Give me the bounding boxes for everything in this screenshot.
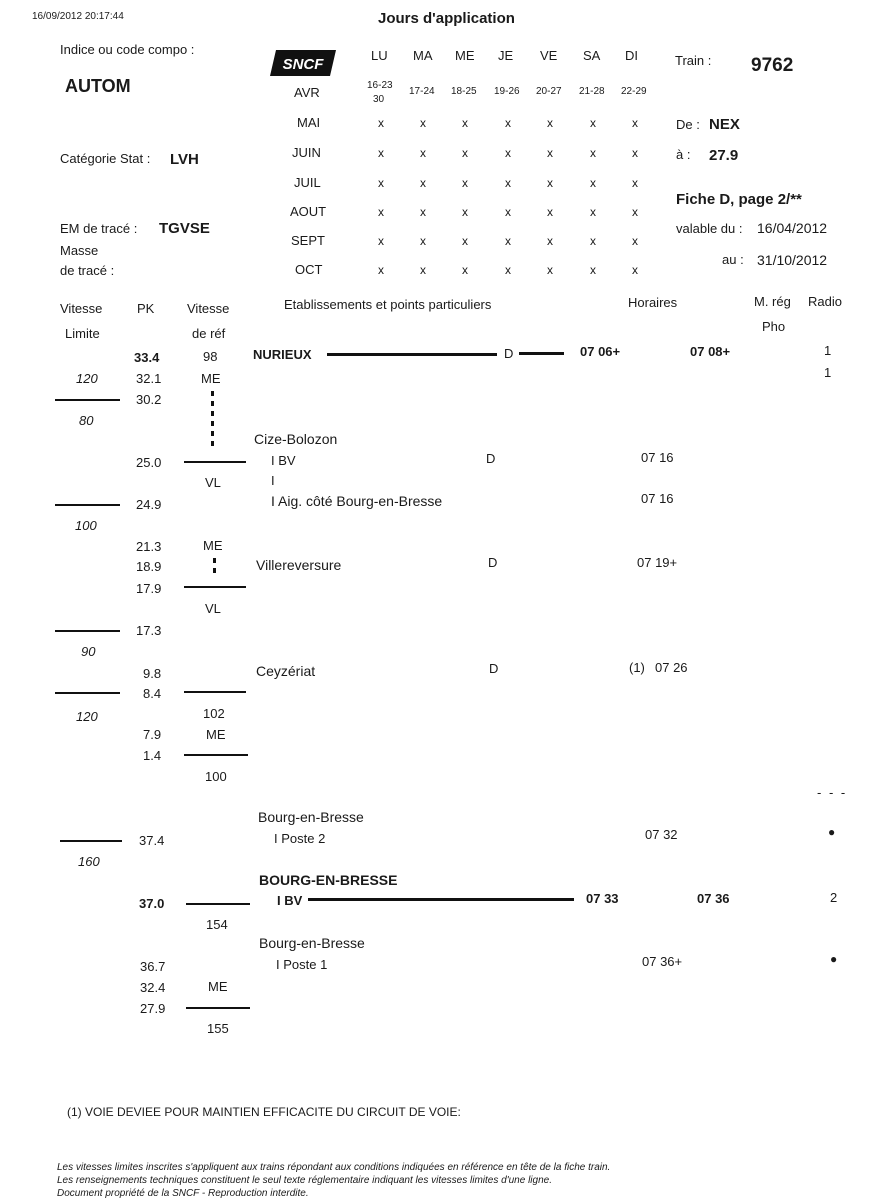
ref-change-line [184,691,246,693]
time-cize-aig: 07 16 [641,491,674,506]
time-bourg-arr: 07 33 [586,891,619,906]
speed-change-line [55,630,120,632]
a-label: à : [676,147,691,162]
calendar-mark: x [632,146,638,160]
calendar-mark: x [462,116,468,130]
pk-value: 7.9 [143,727,162,742]
categorie-label: Catégorie Stat : [60,151,151,166]
train-value: 9762 [751,55,794,76]
day-header: VE [540,48,558,63]
time-ceyzeriat: 07 26 [655,660,688,675]
calendar-mark: x [632,205,638,219]
calendar-mark: x [505,176,511,190]
speed-change-line [60,840,122,842]
col-radio: Radio [808,294,842,309]
speed-limit: 120 [76,371,98,386]
pk-value: 21.3 [136,539,162,554]
a-value: 27.9 [709,147,739,164]
avr-day-range: 20-27 [536,86,562,97]
ref-speed: VL [205,601,221,616]
pk-value: 25.0 [136,455,162,470]
calendar-mark: x [378,146,384,160]
footer-line: Les vitesses limites inscrites s'appliquent aux trains répondant aux conditions indiquées en référence en tête de la fiche train. [57,1162,611,1173]
calendar-mark: x [590,234,596,248]
calendar-mark: x [590,205,596,219]
calendar-mark: x [462,205,468,219]
avr-day-range: 18-25 [451,86,477,97]
ref-dotted-line [211,391,214,396]
pk-value: 37.0 [139,896,165,911]
calendar-mark: x [462,234,468,248]
station-cize-aig: I Aig. côté Bourg-en-Bresse [271,493,443,509]
ref-change-line [184,754,248,756]
time-bourg-poste2: 07 32 [645,827,678,842]
station-cize: Cize-Bolozon [254,431,338,447]
calendar-mark: x [505,146,511,160]
calendar-mark: x [632,234,638,248]
speed-limit: 160 [78,854,100,869]
page-title: Jours d'application [378,10,515,27]
ref-speed: 154 [206,917,228,932]
calendar-mark: x [547,146,553,160]
ref-speed: ME [206,727,226,742]
radio-value: 1 [824,343,832,358]
month-label: MAI [297,115,321,130]
calendar-mark: x [378,234,384,248]
ref-speed: ME [201,371,221,386]
ref-speed: ME [203,538,223,553]
calendar-mark: x [505,116,511,130]
mreg-dashes: - - - [817,785,848,800]
bullet-icon: ● [828,825,836,839]
col-vitesse: Vitesse [60,301,103,316]
pk-value: 1.4 [143,748,162,763]
ref-dotted-line [211,411,214,416]
speed-limit: 100 [75,518,97,533]
calendar-mark: x [420,116,426,130]
station-cize-i: I [271,473,275,488]
calendar-mark: x [547,234,553,248]
station-ceyzeriat: Ceyzériat [256,663,316,679]
calendar-mark: x [462,176,468,190]
calendar-mark: x [632,176,638,190]
ref-speed: VL [205,475,221,490]
pk-value: 37.4 [139,833,165,848]
pk-value: 9.8 [143,666,162,681]
ref-change-line [186,903,250,905]
valable-value: 16/04/2012 [757,220,828,236]
pk-value: 36.7 [140,959,166,974]
day-header: ME [455,48,475,63]
calendar-mark: x [378,263,384,277]
station-bourg-poste2: I Poste 2 [274,831,326,846]
calendar-mark: x [378,176,384,190]
calendar-mark: x [420,234,426,248]
pk-value: 17.3 [136,623,162,638]
stop-line [327,353,497,356]
calendar-mark: x [632,263,638,277]
time-ceyzeriat-note: (1) [629,660,645,675]
avr-day-range: 17-24 [409,86,435,97]
day-header: JE [498,48,514,63]
em-value: TGVSE [159,220,210,237]
col-pk: PK [137,301,155,316]
pk-value: 24.9 [136,497,162,512]
avr-day-range: 22-29 [621,86,647,97]
time-cize-bv: 07 16 [641,450,674,465]
calendar-mark: x [590,263,596,277]
calendar-mark: x [420,205,426,219]
col-horaires: Horaires [628,295,678,310]
bullet-icon: ● [830,952,838,966]
ref-dotted-line [211,441,214,446]
indice-label: Indice ou code compo : [60,42,195,57]
month-avr: AVR [294,85,320,100]
station-bourg-poste1: I Poste 1 [276,957,328,972]
pk-value: 33.4 [134,350,160,365]
pk-value: 17.9 [136,581,162,596]
station-bourg-bv: I BV [277,893,303,908]
speed-change-line [55,504,120,506]
time-nurieux-arr: 07 06+ [580,344,621,359]
footer-line: Les renseignements techniques constituent le seul texte réglementaire indiquant les vitesses limites d'une ligne. [57,1175,552,1186]
fiche-info: Fiche D, page 2/** [676,191,802,208]
calendar-mark: x [632,116,638,130]
print-timestamp: 16/09/2012 20:17:44 [32,11,124,22]
day-header: MA [413,48,433,63]
ref-dotted-line [211,421,214,426]
d-mark: D [504,346,514,361]
footer-line: Document propriété de la SNCF - Reproduction interdite. [57,1188,309,1199]
ref-change-line [184,461,246,463]
ref-dotted-line [213,568,216,573]
day-header: LU [371,48,388,63]
au-label: au : [722,252,744,267]
valable-label: valable du : [676,221,743,236]
sncf-logo-text: SNCF [282,56,324,73]
stop-line [308,898,574,901]
pk-value: 8.4 [143,686,162,701]
ref-speed: 102 [203,706,225,721]
station-bourg-1: Bourg-en-Bresse [258,809,364,825]
speed-change-line [55,692,120,694]
speed-limit: 90 [81,644,96,659]
pk-value: 18.9 [136,559,162,574]
station-bourg-2: Bourg-en-Bresse [259,935,365,951]
train-label: Train : [675,53,712,68]
avr-day-range: 21-28 [579,86,605,97]
ref-change-line [184,586,246,588]
time-nurieux-dep: 07 08+ [690,344,731,359]
col-vitesse-ref: Vitesse [187,301,230,316]
ref-speed: 98 [203,349,218,364]
ref-change-line [186,1007,250,1009]
time-villereversure: 07 19+ [637,555,678,570]
station-cize-bv: I BV [271,453,296,468]
d-mark: D [489,661,499,676]
month-label: OCT [295,262,323,277]
day-header: SA [583,48,601,63]
col-pho: Pho [762,319,786,334]
col-de-ref: de réf [192,326,226,341]
station-villereversure: Villereversure [256,557,342,573]
avr-day-range: 16-23 [367,80,393,91]
radio-value: 2 [830,890,838,905]
footnote: (1) VOIE DEVIEE POUR MAINTIEN EFFICACITE DU CIRCUIT DE VOIE: [67,1105,461,1119]
speed-limit: 120 [76,709,98,724]
ref-dotted-line [211,401,214,406]
calendar-mark: x [547,116,553,130]
calendar-mark: x [505,263,511,277]
calendar-mark: x [590,116,596,130]
stop-line [519,352,564,355]
calendar-mark: x [505,234,511,248]
col-limite: Limite [65,326,100,341]
masse-label-2: de tracé : [60,263,115,278]
calendar-mark: x [590,176,596,190]
calendar-mark: x [420,146,426,160]
de-label: De : [676,117,700,132]
calendar-mark: x [420,176,426,190]
de-value: NEX [709,116,740,133]
indice-value: AUTOM [65,76,131,96]
calendar-mark: x [462,146,468,160]
calendar-mark: x [462,263,468,277]
calendar-mark: x [547,176,553,190]
masse-label: Masse [60,243,99,258]
calendar-mark: x [547,263,553,277]
ref-speed: ME [208,979,228,994]
month-label: JUIL [294,175,321,190]
col-mreg: M. rég [754,294,791,309]
calendar-mark: x [505,205,511,219]
categorie-value: LVH [170,151,199,168]
speed-limit: 80 [79,413,94,428]
pk-value: 32.4 [140,980,166,995]
month-label: JUIN [292,145,321,160]
time-bourg-poste1: 07 36+ [642,954,683,969]
ref-dotted-line [211,431,214,436]
sncf-logo [268,48,338,78]
calendar-mark: x [590,146,596,160]
radio-value: 1 [824,365,832,380]
station-bourg-main: BOURG-EN-BRESSE [259,872,398,888]
avr-day-range: 19-26 [494,86,520,97]
em-label: EM de tracé : [60,221,138,236]
month-label: AOUT [290,204,327,219]
pk-value: 32.1 [136,371,162,386]
calendar-mark: x [378,116,384,130]
month-label: SEPT [291,233,325,248]
time-bourg-dep: 07 36 [697,891,730,906]
day-header: DI [625,48,638,63]
d-mark: D [488,555,498,570]
speed-change-line [55,399,120,401]
calendar-mark: x [547,205,553,219]
col-etablissements: Etablissements et points particuliers [284,297,492,312]
pk-value: 27.9 [140,1001,166,1016]
calendar-mark: x [378,205,384,219]
station-nurieux: NURIEUX [253,347,312,362]
ref-speed: 155 [207,1021,229,1036]
au-value: 31/10/2012 [757,252,828,268]
ref-dotted-line [213,558,216,563]
calendar-mark: x [420,263,426,277]
d-mark: D [486,451,496,466]
pk-value: 30.2 [136,392,162,407]
avr-extra-day: 30 [373,94,385,105]
ref-speed: 100 [205,769,227,784]
